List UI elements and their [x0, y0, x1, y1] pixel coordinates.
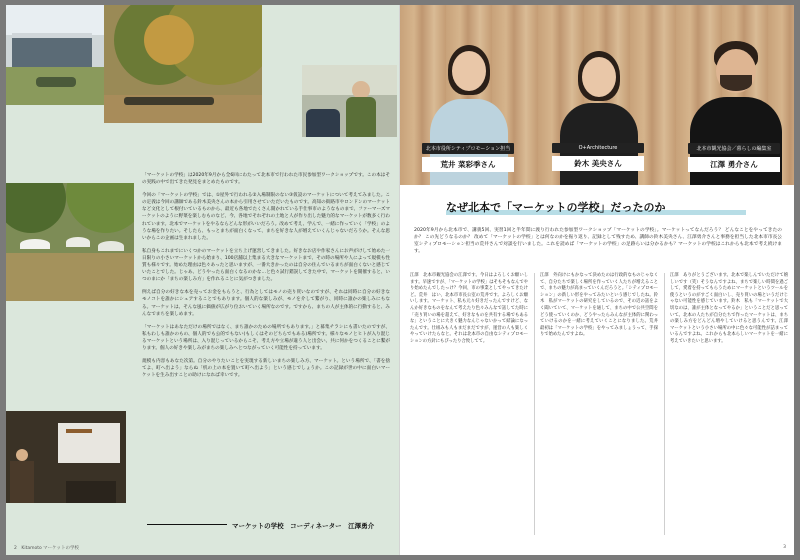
- dialogue-column: 江澤 北本市観光協会の江澤です。今日はよろしくお願いします。早速ですが、「マーケットの学校」はそもそもなんでやり始めたんでしたっけ？今回、市の事業としてやってきたけど。荒井 はい、北本市市長公室の荒井です。よろしくお願いします。マーケット、私も元々好きだったんですけど、なんか好きなものをなんて考えたり色々みんなで話してた時に「売り買いの場を超えて、好きなものを共有する場でもあるな」ということに大きく魅力なんじゃないかって結論になったんです。仕組みも人もまだまだですが、運営の人も楽しくやっていけたらなと。それは北本市の自由なシティプロモーションの方針にもぴったり合致してて。: [410, 273, 528, 344]
- speaker-card: [422, 143, 514, 172]
- market-stall-photo: [302, 65, 397, 137]
- speaker-name: 江澤 勇介さん: [688, 157, 780, 172]
- signature: マーケットの学校 コーディネーター 江澤勇介: [232, 522, 375, 530]
- left-body-text: [142, 172, 390, 385]
- park-building-photo: [6, 5, 104, 105]
- dialogue-column: 江澤 ありがとうございます。北本で楽しんでいただけて嬉しいです（笑）そうなんですよね、まちで楽しい時間を過ごして、愛着を持ってもらうためにマーケットというツールを使うというのがすごく面白いし、売り買いの場というだけじゃない可能性を感じています。鈴木 私も「マーケットで大切なのは、誰が主体となってやるか」ということだと思っていて。北本の人たちが自分たちで作ったマーケットは、まちの楽しみ方をどんどん増やしていけると思うんです。江澤 マーケットという小さい場所の中に色々な可能性が詰まっているんですよね。これからも北本らしいマーケットを一緒に考えていきたいと思います。: [670, 273, 793, 344]
- left-page: [6, 5, 400, 555]
- article-lead: 2020年9月から北本市で、講義5回、実習1回と半年間に渡り行われた参加型ワークショップ「マーケットの学校」。マーケットってなんだろう？ どんなことをやってきたのか？ この先どうなるのか？ 改めて「マーケットの学校」とは何なのかを振り返り、記録として残すため、講師の鈴木美央さん、江澤勇介さんと事務を担当した北本市市長公室シティプロモーション担当の荒井さんで対談を行いました。これを読めば「マーケットの学校」の足跡らいは分かるかも？マーケットの学校はこれからも北本で考え続けます。: [414, 228, 782, 254]
- paragraph: 規模も内容もあなた次第。自分のやりたいことを実現する新しいまちの楽しみ方、マーケット。という場所で、「書を捨てよ、町へ出よう」ならぬ「机の上の本を置いて町へ出よう」という感じでしょうか。この記録が世の中に面白いマーケットを生み出すことの助けになれば幸いです。: [142, 359, 390, 379]
- left-page-number: 2 Kitamoto マーケットの学校: [14, 546, 79, 551]
- speaker-org: O+Architecture: [552, 143, 644, 153]
- dialogue-column: 江澤 外向けにもかなって決めたのは行政的なものじゃなくて、自分たちで楽しく場所を作っていく人たちが増えることで、まちの魅力が高まっていくんだろうと。「シティプロモーション」の新しい形をやってみたいという感じでしたね。鈴木 私がマーケットの研究をしているので、その辺の話をよく聞いていて、マーケットを通して、まちの中で公共空間をどう使っていくのか、どうやったらみんなが主体的に関わっていけるのかを一緒に考えていくことになりました。荒井 最初は「マーケットの学校」をやってみましょうって、手探りで始めたんですよね。: [540, 273, 663, 338]
- speaker-card: [688, 143, 780, 172]
- speaker-card: [552, 143, 644, 171]
- paragraph: 例えば自分の好きな本を売ってお金をもらうと、行為としてはモノの売り買いなのですが、それは同時に自分の好きなモノコトを誰かにシェアすることでもあります。個人的な楽しみが、モノを介して繋がり、同時に誰かの楽しみにもなる。マーケットは、そんな風に価値が広がり位おいていく場所なのです。ですから、まちの人が主体的に行動すると、みんなでまちを楽しめます。: [142, 290, 390, 317]
- autumn-tree-photo: [104, 5, 262, 123]
- column-divider: [534, 273, 535, 535]
- right-page: [400, 5, 794, 555]
- headline-text: なぜ北本で「マーケットの学校」だったのか: [446, 201, 666, 214]
- speaker-org: 北本市観光協会／暮らしの編集室: [688, 143, 780, 154]
- paragraph: 今回の「マーケットの学校」では、①屋外で行われる②入場制限のない③仮設のマーケットについて考えてみました。この定義は今回の講師である鈴木美央さんの本から引用させていただいたものです。高知の街路市やロンドンのマーケットなど文化として根付いているものから、最近も各地でたくさん開かれている手仕事市のようなものまで、ファーマーズマーケットのように野菜を楽しむものなど、今、各地でそれぞれの土地と人が作り出した魅力的なマーケットが数多く行われています。北本でマーケットをやるならどんな形がいいだろう。改めて考え、学んで、一緒に作っていく「学校」のような場を作りたい。そしたら、もっとまちが面白くなって、まちを好きな人が増えていくんじゃないだろうか。そんな思いからこの企画は生まれました。: [142, 193, 390, 241]
- column-divider: [664, 273, 665, 535]
- paragraph: 「マーケットの学校」は2020年9月から全6回にわたって北本市で行われた市民参加型ワークショップです。この本はその実践の中で出てきた発見をまとめたものです。: [142, 173, 390, 186]
- speaker-name: 鈴木 美央さん: [552, 156, 644, 171]
- paragraph: 「マーケットはあなただけの場所ではなく、まち誰かのための場所でもあります。」と募集チラシにも書いたのですが、私もわしも誰かのもの、個人的でも公的でもない(もしくはそのどちらでもある)場所です。様々なモノとヒトが入り混じるマーケットという場所は、入り混じっているからこそ、考え方や立場が違う人と出会い、共に何かをつくることに繋がります。個人の好きや楽しみがまちの楽しみへとつながっていく可能性を持っています。: [142, 324, 390, 351]
- speaker-org: 北本市役所シティプロモーション担当: [422, 143, 514, 154]
- magazine-spread: [6, 5, 794, 555]
- right-page-number: 3: [783, 545, 786, 550]
- speaker-name: 荒井 菜彩季さん: [422, 157, 514, 172]
- lecture-photo: [6, 411, 126, 503]
- signature-rule: [147, 524, 227, 525]
- article-headline: [446, 197, 756, 217]
- paragraph: 私自身もこれまでにいくつかのマーケットを立ち上げ運営してきました。好きなお店や作家さんにお声がけして始めた一日限りの小さいマーケットから始まり、100店舗以上集まる大きなマーケットまで、その時の場所や人によって規模も性質も様々です。始めた理由は色々あったと思いますが、一番大きかったのは自分の住んでいるまちが面白くないと感じていたことでした。じゃあ、どうやったら面白くなるのかな…と色々試行錯誤してきた中で、マーケットを開催すると、いつのまにか「まちの楽しみ方」を作れることに気がつきました。: [142, 248, 390, 283]
- forest-gathering-photo: [6, 183, 134, 301]
